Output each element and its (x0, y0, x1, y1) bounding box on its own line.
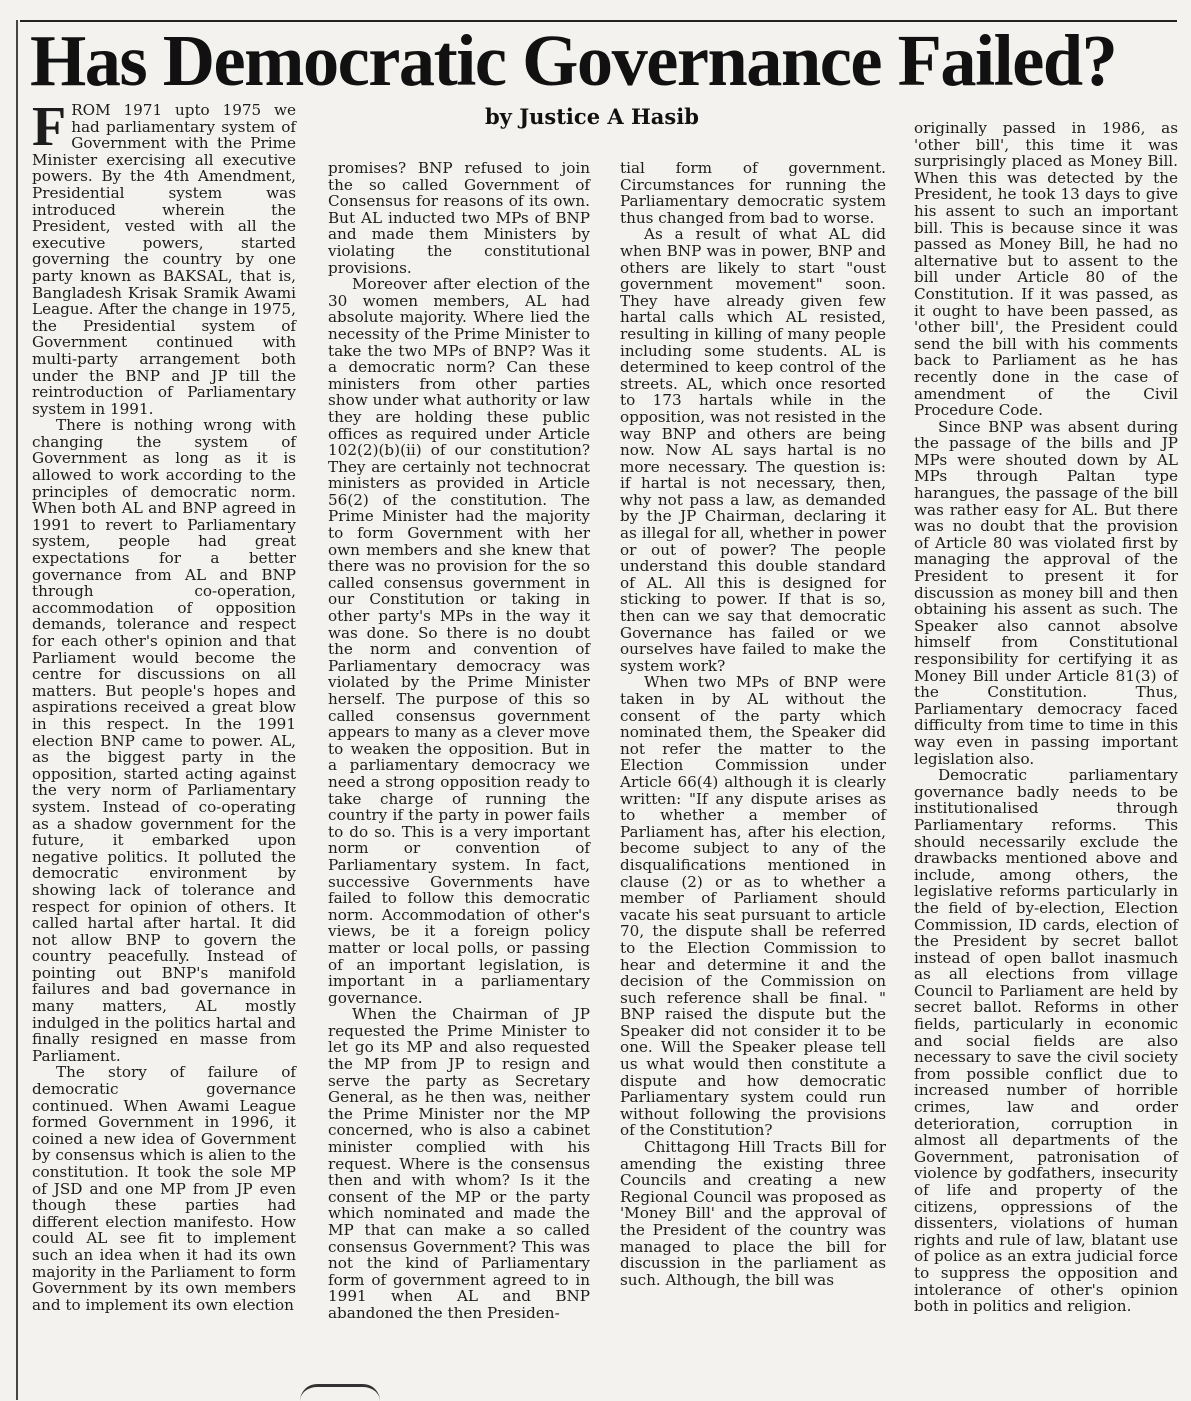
left-rule (16, 20, 18, 1400)
next-article-fragment (300, 1384, 380, 1401)
paragraph: Since BNP was absent during the passage of the bills and JP MPs were shouted down by AL MPs through Paltan type harangues, the passage of the bill was rather easy for AL. But there was no doubt that the provision of Article 80 was violated first by managing the approval of the President to present it for discussion as money bill and then obtaining his assent as such. The Speaker also cannot absolve himself from Constitutional responsibility for certifying it as Money Bill under Article 81(3) of the Constitution. Thus, Parliamentary democracy faced difficulty from time to time in this way even in passing important legislation also. (914, 417, 1178, 768)
paragraph: Democratic parliamentary governance badly needs to be institutionalised through Parliamentary reforms. This should necessarily exclude the drawbacks mentioned above and include, among others, the legislative reforms particularly in the field of by-election, Election Commission, ID cards, election of the President by secret ballot instead of open ballot inasmuch as all elections from village Council to Parliament are held by secret ballot. Reforms in other fields, particularly in economic and social fields are also necessary to save the civil society from possible conflict due to increased number of horrible crimes, law and order deterioration, corruption in almost all departments of the Government, patronisation of violence by godfathers, insecurity of life and property of the citizens, oppressions of the dissenters, violations of human rights and rule of law, blatant use of police as an extra judicial force to suppress the opposition and intolerance of other's opinion both in politics and religion. (914, 766, 1178, 1316)
drop-cap: F (32, 96, 67, 158)
byline: by Justice A Hasib (485, 104, 699, 129)
paragraph: Moreover after election of the 30 women members, AL had absolute majority. Where lied the necessity of the Prime Minister to take the two MPs of BNP? Was it a democratic norm? Can these ministers from other parties show under what authority or law they are holding these public offices as required under Article 102(2)(b)(ii) of our constitution? They are certainly not technocrat ministers as provided in Article 56(2) of the constitution. The Prime Minister had the majority to form Government with her own members and she knew that there was no provision for the so called consensus government in our Constitution or taking in other party's MPs in the way it was done. So there is no doubt the norm and convention of Parliamentary democracy was violated by the Prime Minister herself. The purpose of this so called consensus government appears to many as a clever move to weaken the opposition. But in a parliamentary democracy we need a strong opposition ready to take charge of running the country if the party in power fails to do so. This is a very important norm or convention of Parliamentary system. In fact, successive Governments have failed to follow this democratic norm. Accommodation of other's views, be it a foreign policy matter or local polls, or passing of an important legislation, is important in a parliamentary governance. (328, 275, 590, 1007)
paragraph: The story of failure of democratic governance continued. When Awami League formed Government in 1996, it coined a new idea of Government by consensus which is alien to the constitution. It took the sole MP of JSD and one MP from JP even though these parties had different election manifesto. How could AL see fit to implement such an idea when it had its own majority in the Parliament to form Government by its own members and to implement its own election (32, 1063, 296, 1314)
article-column-2 (328, 160, 590, 1322)
paragraph: Chittagong Hill Tracts Bill for amending the existing three Councils and creating a new Regional Council was proposed as 'Money Bill' and the approval of the President of the country was managed to place the bill for discussion in the parliament as such. Although, the bill was (620, 1138, 886, 1289)
paragraph: originally passed in 1986, as 'other bill', this time it was surprisingly placed as Money Bill. When this was detected by the President, he took 13 days to give his assent to such an important bill. This is because since it was passed as Money Bill, he had no alternative but to assent to the bill under Article 80 of the Constitution. If it was passed, as it ought to have been passed, as 'other bill', the President could send the bill with his comments back to Parliament as he has recently done in the case of amendment of the Civil Procedure Code. (914, 119, 1178, 420)
paragraph-text: ROM 1971 upto 1975 we had parliamentary system of Government with the Prime Minister exercising all executive powers. By the 4th Amendment, Presidential system was introduced wherein the President, vested with all the executive powers, started governing the country by one party known as BAKSAL, that is, Bangladesh Krisak Sramik Awami League. After the change in 1975, the Presidential system of Government continued with multi-party arrangement both under the BNP and JP till the reintroduction of Parliamentary system in 1991. (32, 101, 296, 418)
article-column-4 (914, 120, 1178, 1315)
paragraph: As a result of what AL did when BNP was in power, BNP and others are likely to start "oust government movement" soon. They have already given few hartal calls which AL resisted, resulting in killing of many people including some students. AL is determined to keep control of the streets. AL, which once resorted to 173 hartals while in the opposition, was not resisted in the way BNP and others are being now. Now AL says hartal is no more necessary. The question is: if hartal is not necessary, then, why not pass a law, as demanded by the JP Chairman, declaring it as illegal for all, whether in power or out of power? The people understand this double standard of AL. All this is designed for sticking to power. If that is so, then can we say that democratic Governance has failed or we ourselves have failed to make the system work? (620, 225, 886, 675)
paragraph: tial form of government. Circumstances for running the Parliamentary democratic system thus changed from bad to worse. (620, 159, 886, 227)
article-column-3 (620, 160, 886, 1288)
article-column-1 (32, 96, 296, 1314)
headline: Has Democratic Governance Failed? (30, 20, 1117, 101)
paragraph: promises? BNP refused to join the so called Government of Consensus for reasons of its own. But AL inducted two MPs of BNP and made them Ministers by violating the constitutional provisions. (328, 159, 590, 277)
paragraph: When the Chairman of JP requested the Prime Minister to let go its MP and also requested the MP from JP to resign and serve the party as Secretary General, as he then was, neither the Prime Minister nor the MP concerned, who is also a cabinet minister complied with his request. Where is the consensus then and with whom? Is it the consent of the MP or the party which nominated and made the MP that can make a so called consensus Government? This was not the kind of Parliamentary form of government agreed to in 1991 when AL and BNP abandoned the then Presiden- (328, 1005, 590, 1322)
paragraph: There is nothing wrong with changing the system of Government as long as it is allowed to work according to the principles of democratic norm. When both AL and BNP agreed in 1991 to revert to Parliamentary system, people had great expectations for a better governance from AL and BNP through co-operation, accommodation of opposition demands, tolerance and respect for each other's opinion and that Parliament would become the centre for discussions on all matters. But people's hopes and aspirations received a great blow in this respect. In the 1991 election BNP came to power. AL, as the biggest party in the opposition, started acting against the very norm of Parliamentary system. Instead of co-operating as a shadow government for the future, it embarked upon negative politics. It polluted the democratic environment by showing lack of tolerance and respect for opinion of others. It called hartal after hartal. It did not allow BNP to govern the country peacefully. Instead of pointing out BNP's manifold failures and bad governance in many matters, AL mostly indulged in the politics hartal and finally resigned en masse from Parliament. (32, 416, 296, 1065)
paragraph (32, 96, 296, 418)
paragraph: When two MPs of BNP were taken in by AL without the consent of the party which nominated them, the Speaker did not refer the matter to the Election Commission under Article 66(4) although it is clearly written: "If any dispute arises as to whether a member of Parliament has, after his election, become subject to any of the disqualifications mentioned in clause (2) or as to whether a member of Parliament should vacate his seat pursuant to article 70, the dispute shall be referred to the Election Commission to hear and determine it and the decision of the Commission on such reference shall be final. " BNP raised the dispute but the Speaker did not consider it to be one. Will the Speaker please tell us what would then constitute a dispute and how democratic Parliamentary system could run without following the provisions of the Constitution? (620, 673, 886, 1140)
